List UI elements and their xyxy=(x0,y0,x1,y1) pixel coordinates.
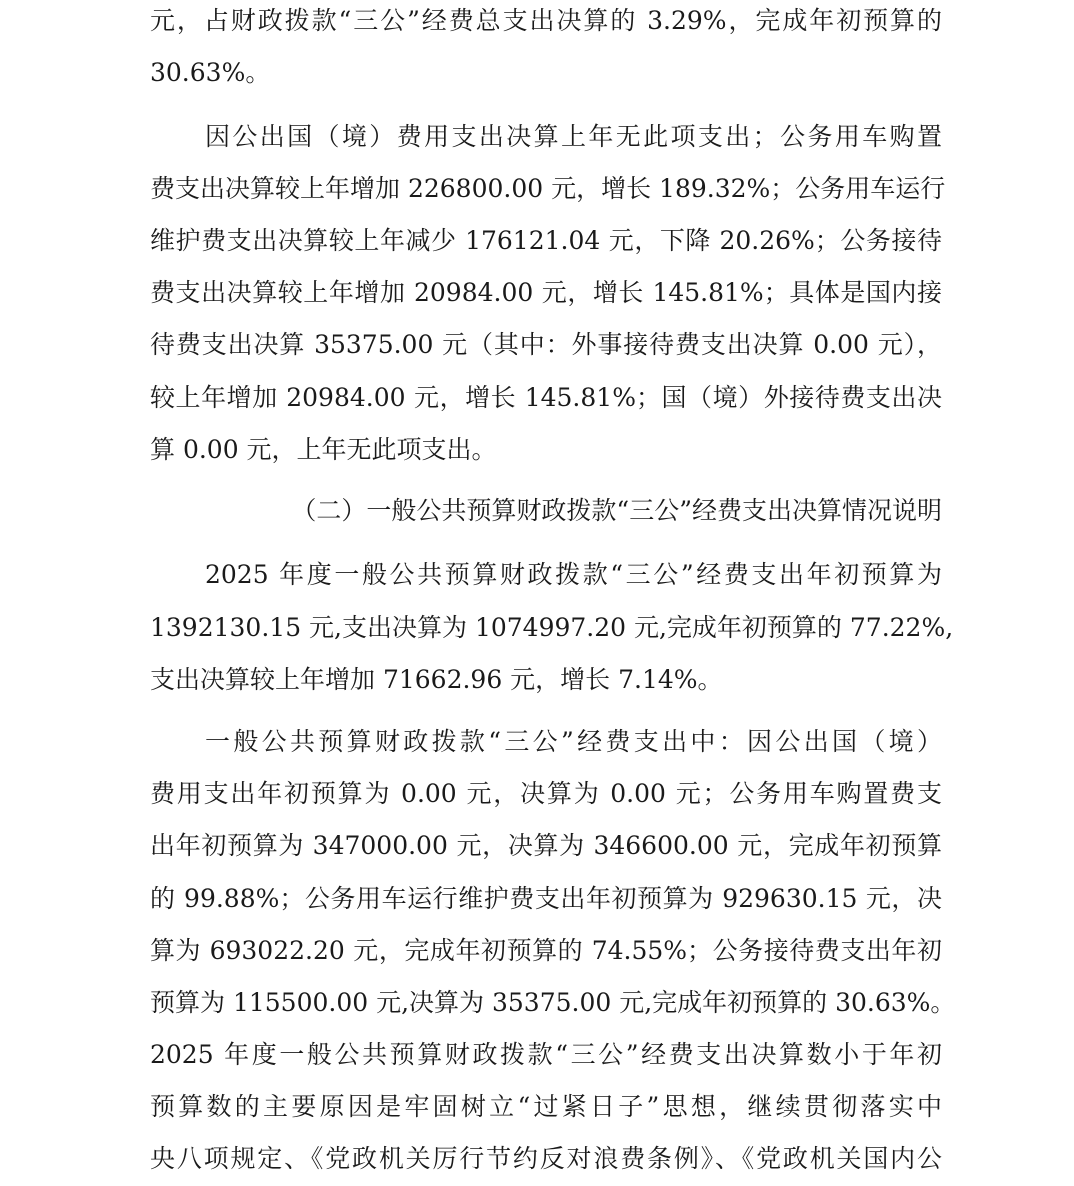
text-line: 费用支出年初预算为 0.00 元，决算为 0.00 元；公务用车购置费支 xyxy=(150,779,942,808)
text-line: 出年初预算为 347000.00 元，决算为 346600.00 元，完成年初预算 xyxy=(150,831,942,860)
text-line: 待费支出决算 35375.00 元（其中：外事接待费支出决算 0.00 元）， xyxy=(150,330,942,359)
paragraph-first-line: 一般公共预算财政拨款“三公”经费支出中：因公出国（境） xyxy=(205,727,942,756)
paragraph-first-line: 因公出国（境）费用支出决算上年无此项支出；公务用车购置 xyxy=(205,122,942,151)
text-line: 元，占财政拨款“三公”经费总支出决算的 3.29%，完成年初预算的 xyxy=(150,6,942,35)
text-line: 1392130.15 元,支出决算为 1074997.20 元,完成年初预算的 77.22%, xyxy=(150,613,954,642)
text-line: 维护费支出决算较上年减少 176121.04 元，下降 20.26%；公务接待 xyxy=(150,226,942,255)
text-line: 预算数的主要原因是牢固树立“过紧日子”思想，继续贯彻落实中 xyxy=(150,1092,942,1121)
text-line: 央八项规定、《党政机关厉行节约反对浪费条例》、《党政机关国内公 xyxy=(150,1144,942,1173)
section-heading: （二）一般公共预算财政拨款“三公”经费支出决算情况说明 xyxy=(291,496,942,525)
text-line: 费支出决算较上年增加 226800.00 元，增长 189.32%；公务用车运行 xyxy=(150,174,946,203)
text-line: 算 0.00 元，上年无此项支出。 xyxy=(150,435,497,464)
text-line: 30.63%。 xyxy=(150,58,271,87)
text-line: 预算为 115500.00 元,决算为 35375.00 元,完成年初预算的 30.63%。 xyxy=(150,988,956,1017)
text-line: 较上年增加 20984.00 元，增长 145.81%；国（境）外接待费支出决 xyxy=(150,383,942,412)
text-line: 支出决算较上年增加 71662.96 元，增长 7.14%。 xyxy=(150,665,723,694)
text-line: 2025 年度一般公共预算财政拨款“三公”经费支出决算数小于年初 xyxy=(150,1040,942,1069)
text-line: 的 99.88%；公务用车运行维护费支出年初预算为 929630.15 元，决 xyxy=(150,884,942,913)
paragraph-first-line: 2025 年度一般公共预算财政拨款“三公”经费支出年初预算为 xyxy=(205,560,942,589)
text-line: 费支出决算较上年增加 20984.00 元，增长 145.81%；具体是国内接 xyxy=(150,278,942,307)
text-line: 算为 693022.20 元，完成年初预算的 74.55%；公务接待费支出年初 xyxy=(150,936,942,965)
